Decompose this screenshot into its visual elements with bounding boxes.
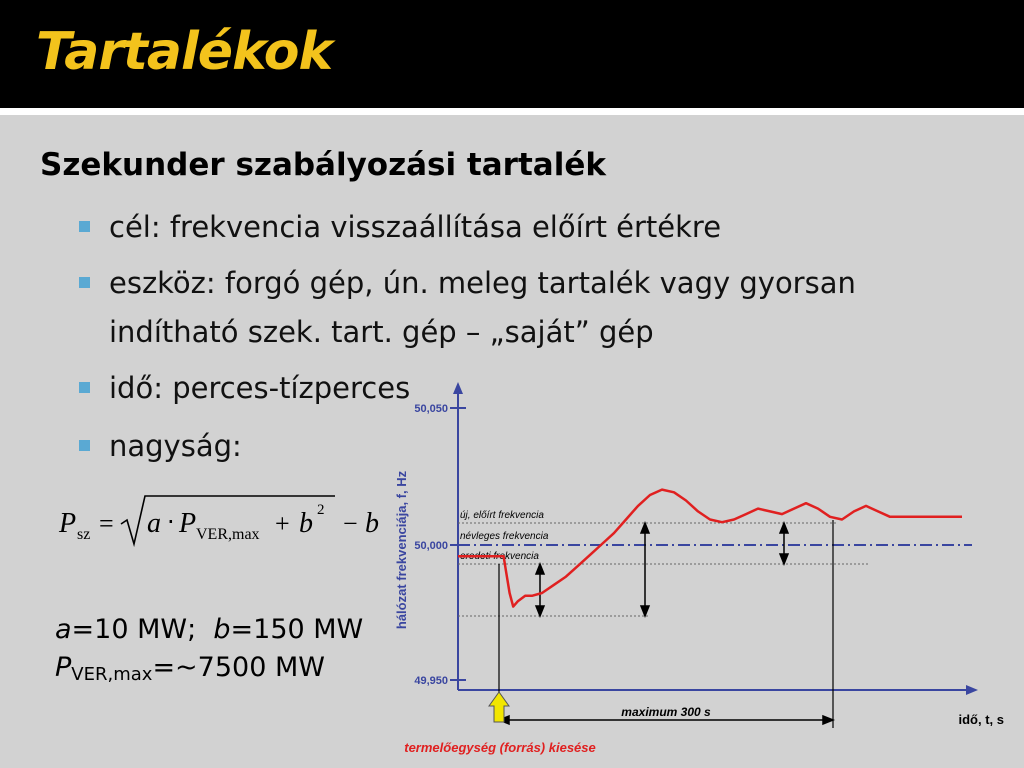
- arrow-head-icon: [536, 606, 544, 616]
- param-b-value: =150 MW: [230, 614, 364, 645]
- bullet-text: idő: perces-tízperces: [109, 371, 411, 405]
- bullet-text: eszköz: forgó gép, ún. meleg tartalék vagy gyorsan: [109, 266, 856, 300]
- event-label: termelőegység (forrás) kiesése: [404, 740, 596, 755]
- formula-plus: +: [275, 509, 290, 538]
- param-a-value: =10 MW;: [71, 614, 197, 645]
- reserve-formula: [55, 490, 395, 550]
- y-tick-label: 49,950: [414, 675, 448, 687]
- original-frequency-label: eredeti frekvencia: [460, 551, 539, 562]
- param-pver: [55, 652, 325, 691]
- y-tick-label: 50,050: [414, 403, 448, 415]
- arrow-head-icon: [780, 523, 788, 533]
- param-p-sub: VER,max: [71, 664, 153, 685]
- title-divider: [0, 108, 1024, 115]
- slide-title: Tartalékok: [36, 22, 333, 82]
- formula-b2: b: [365, 508, 379, 539]
- formula-b: b: [299, 508, 313, 539]
- formula-pver-sub: VER,max: [196, 526, 260, 543]
- formula-eq: =: [99, 509, 114, 538]
- param-a-label: a: [55, 614, 72, 645]
- y-axis-arrow-icon: [453, 382, 463, 394]
- formula-minus: −: [343, 509, 358, 538]
- formula-dot: ⋅: [167, 510, 175, 536]
- square-bullet-icon: [79, 277, 90, 288]
- x-axis-label: idő, t, s: [958, 712, 1004, 727]
- square-bullet-icon: [79, 440, 90, 451]
- nominal-frequency-label: névleges frekvencia: [460, 531, 549, 542]
- new-frequency-label: új, előírt frekvencia: [460, 510, 544, 521]
- frequency-curve: [458, 490, 962, 607]
- arrow-head-icon: [641, 523, 649, 533]
- arrow-head-icon: [823, 716, 833, 724]
- param-b-label: b: [213, 614, 231, 645]
- y-tick-label: 50,000: [414, 540, 448, 552]
- frequency-chart: [388, 380, 1024, 768]
- formula-pver: P: [179, 508, 197, 539]
- bullet-text: cél: frekvencia visszaállítása előírt értékre: [109, 210, 722, 244]
- param-p-label: P: [55, 652, 72, 683]
- formula-a: a: [147, 508, 161, 539]
- formula-p-sub: sz: [77, 526, 91, 543]
- x-axis-arrow-icon: [966, 685, 978, 695]
- arrow-head-icon: [641, 606, 649, 616]
- formula-sup: 2: [317, 502, 325, 518]
- arrow-head-icon: [780, 554, 788, 564]
- max-time-label: maximum 300 s: [621, 705, 711, 719]
- section-heading: Szekunder szabályozási tartalék: [40, 147, 606, 183]
- bullet-text: nagyság:: [109, 429, 242, 463]
- formula-p: P: [59, 508, 77, 539]
- arrow-head-icon: [536, 564, 544, 574]
- param-ab: [55, 614, 363, 646]
- square-bullet-icon: [79, 221, 90, 232]
- bullet-text-continuation: indítható szek. tart. gép – „saját” gép: [109, 315, 654, 349]
- square-bullet-icon: [79, 382, 90, 393]
- y-axis-label: hálózat frekvenciája, f, Hz: [394, 470, 409, 630]
- param-p-value: =~7500 MW: [152, 652, 325, 683]
